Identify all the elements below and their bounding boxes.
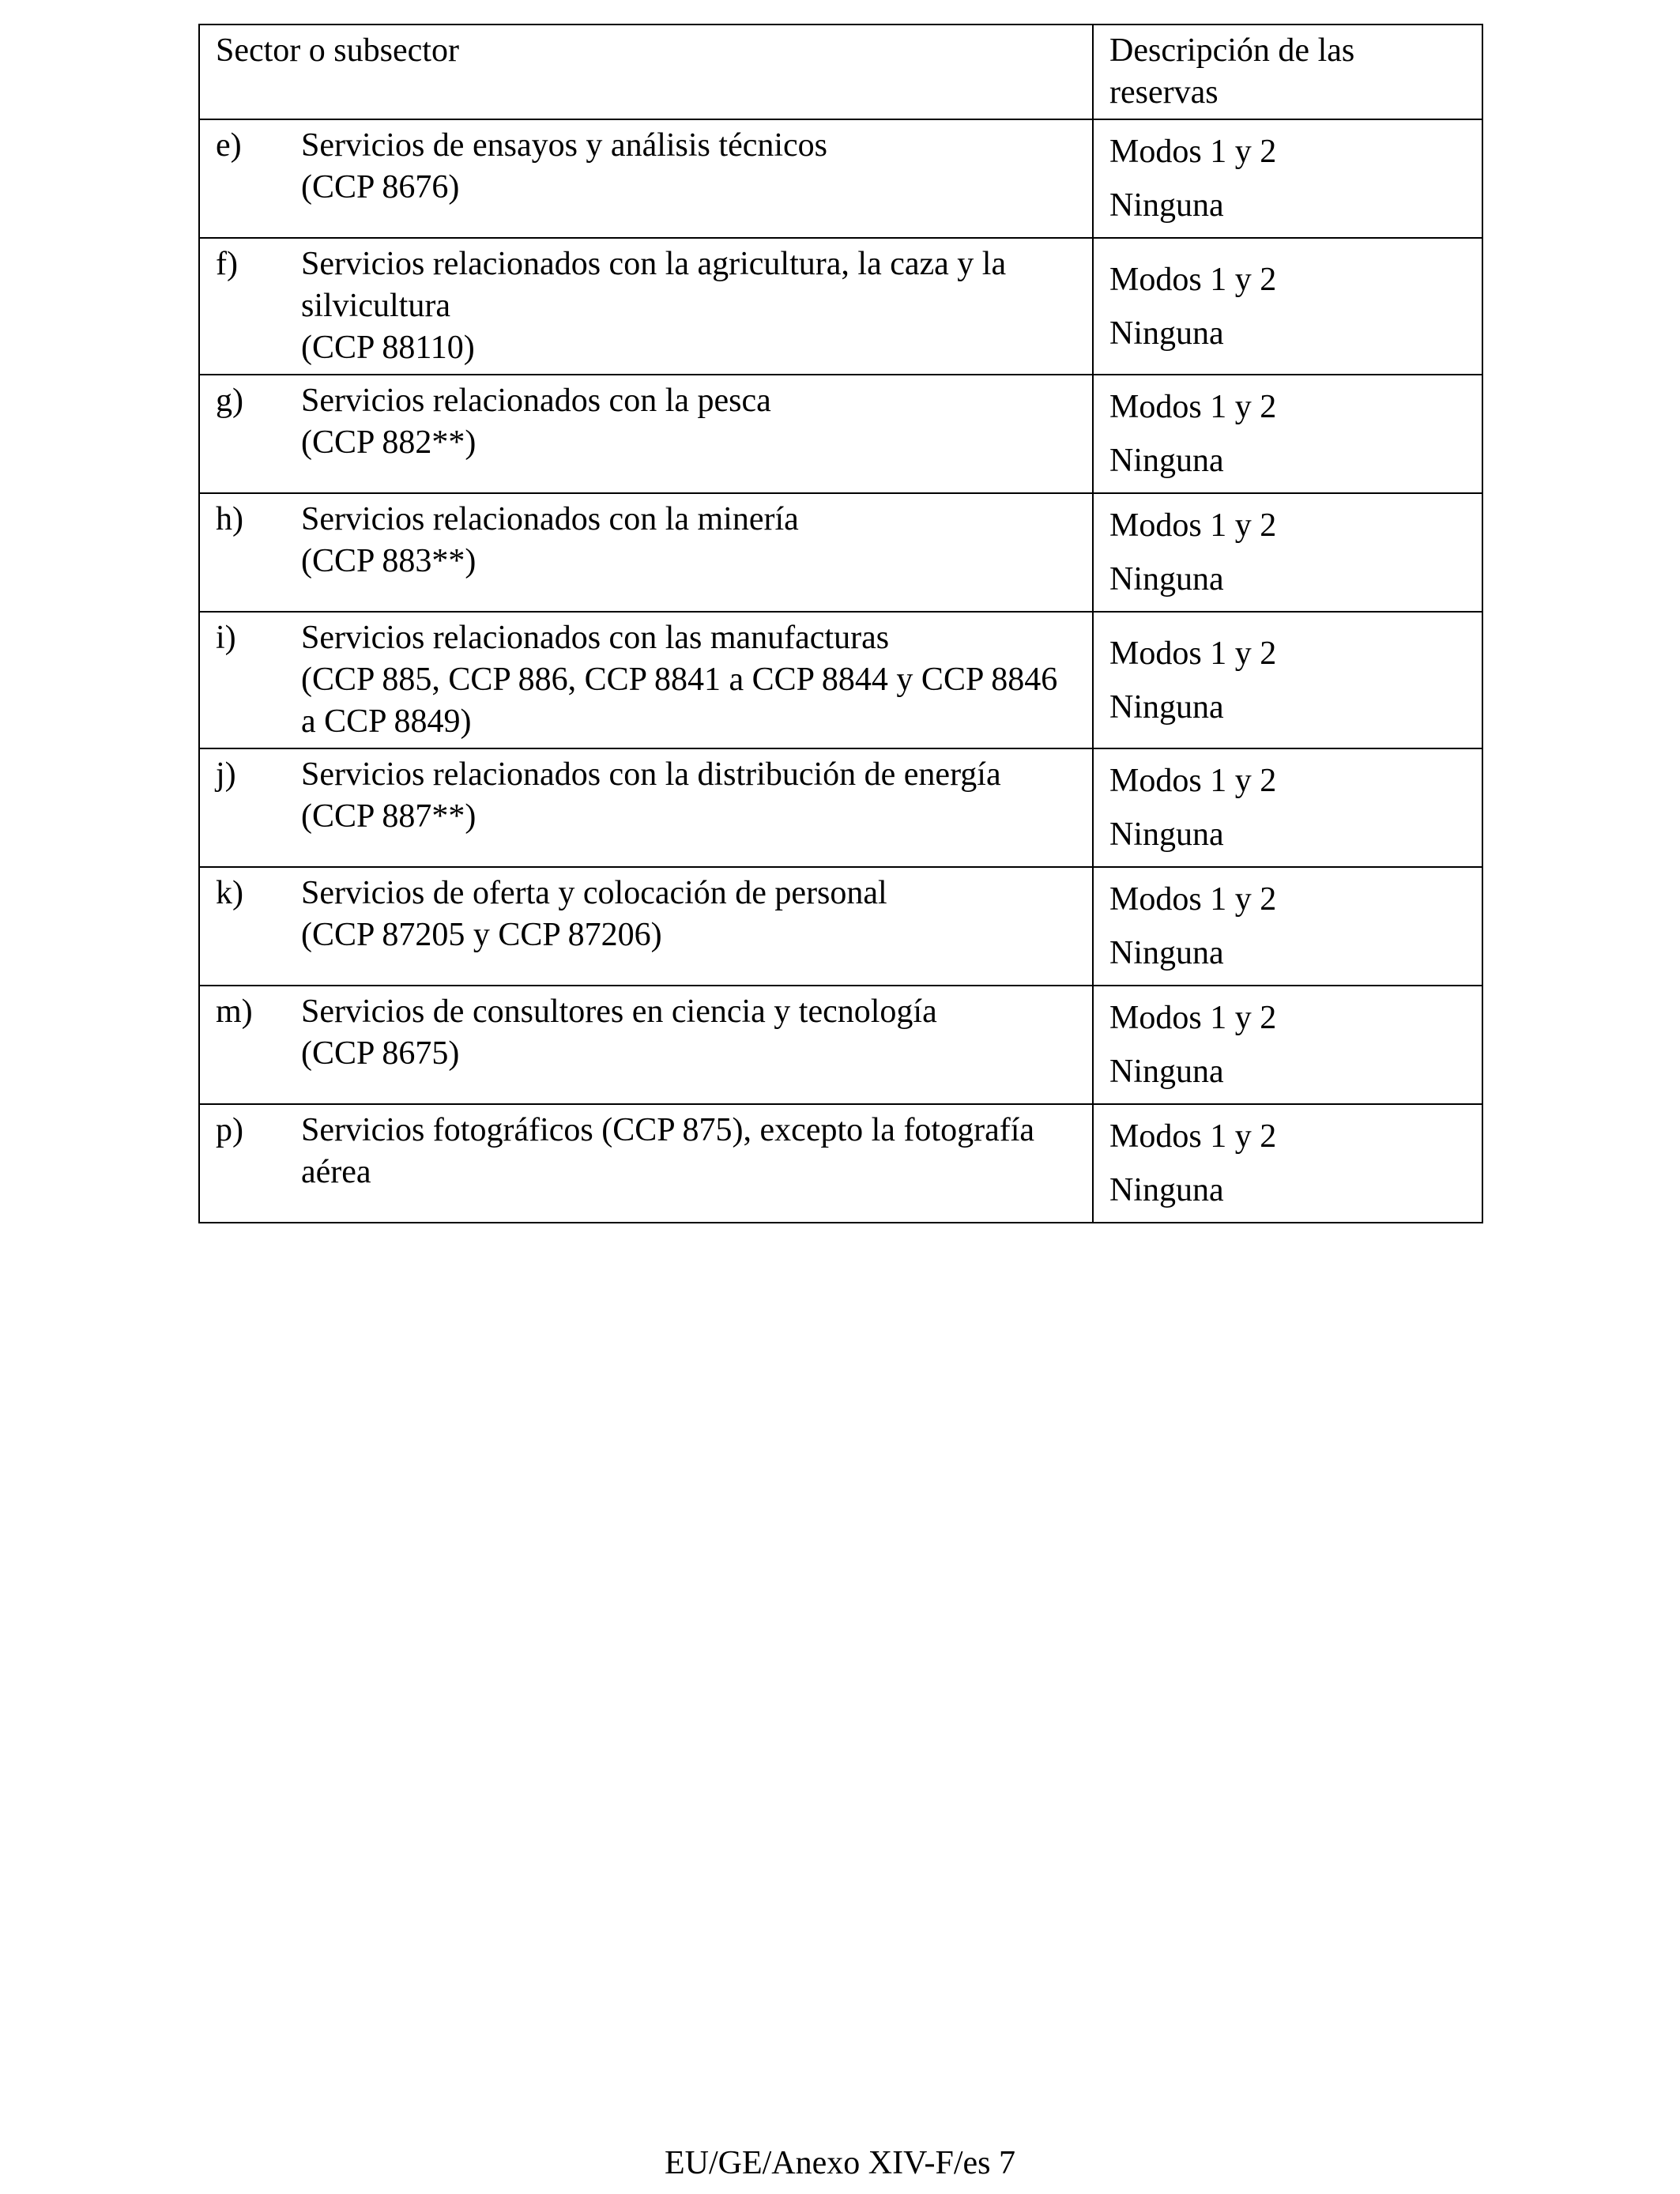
item-letter: h) xyxy=(216,501,243,537)
sector-cell xyxy=(199,493,1093,612)
description-cell xyxy=(1093,1104,1482,1223)
description-cell xyxy=(1093,612,1482,748)
item-code: (CCP 8676) xyxy=(301,169,460,205)
item-code: (CCP 885, CCP 886, CCP 8841 a CCP 8844 y CCP 8846 a CCP 8849) xyxy=(301,662,1058,740)
item-code: (CCP 8675) xyxy=(301,1035,460,1072)
mode-text: Modos 1 y 2 xyxy=(1109,389,1277,425)
description-cell xyxy=(1093,493,1482,612)
header-sector-cell xyxy=(199,25,1093,119)
item-text: Servicios relacionados con la agricultura, la caza y la silvicultura xyxy=(301,246,1007,324)
item-text: Servicios relacionados con la distribución de energía xyxy=(301,756,1001,793)
mode-text: Modos 1 y 2 xyxy=(1109,763,1277,799)
mode-text: Modos 1 y 2 xyxy=(1109,1118,1277,1155)
item-text: Servicios relacionados con la minería xyxy=(301,501,799,537)
mode-text: Modos 1 y 2 xyxy=(1109,261,1277,298)
table-row xyxy=(199,986,1482,1104)
description-cell xyxy=(1093,986,1482,1104)
description-cell xyxy=(1093,867,1482,986)
item-text: Servicios relacionados con las manufacturas xyxy=(301,620,890,656)
item-letter: i) xyxy=(216,620,236,656)
reservations-table xyxy=(198,24,1483,1223)
item-code: (CCP 87205 y CCP 87206) xyxy=(301,917,662,953)
description-cell xyxy=(1093,375,1482,493)
table-header-row xyxy=(199,25,1482,119)
reservation-text: Ninguna xyxy=(1109,688,1224,726)
description-cell xyxy=(1093,238,1482,375)
sector-cell xyxy=(199,1104,1093,1223)
item-text: Servicios de oferta y colocación de personal xyxy=(301,875,887,911)
header-description-cell xyxy=(1093,25,1482,119)
sector-cell xyxy=(199,375,1093,493)
sector-cell xyxy=(199,119,1093,238)
table-row xyxy=(199,375,1482,493)
item-text: Servicios de consultores en ciencia y tecnología xyxy=(301,993,937,1030)
reservation-text: Ninguna xyxy=(1109,561,1224,598)
table-row xyxy=(199,867,1482,986)
page-footer xyxy=(0,2143,1680,2183)
reservation-text: Ninguna xyxy=(1109,187,1224,224)
item-code: (CCP 882**) xyxy=(301,424,477,461)
table-row xyxy=(199,119,1482,238)
description-cell xyxy=(1093,119,1482,238)
sector-cell xyxy=(199,867,1093,986)
reservation-text: Ninguna xyxy=(1109,816,1224,853)
item-letter: j) xyxy=(216,756,236,793)
reservation-text: Ninguna xyxy=(1109,315,1224,352)
sector-cell xyxy=(199,612,1093,748)
item-letter: g) xyxy=(216,383,243,419)
item-letter: f) xyxy=(216,246,238,282)
item-text: Servicios relacionados con la pesca xyxy=(301,383,771,419)
reservation-text: Ninguna xyxy=(1109,935,1224,971)
item-code: (CCP 887**) xyxy=(301,798,477,835)
item-text: Servicios de ensayos y análisis técnicos xyxy=(301,127,828,164)
reservation-text: Ninguna xyxy=(1109,443,1224,479)
reservation-text: Ninguna xyxy=(1109,1172,1224,1208)
sector-cell xyxy=(199,986,1093,1104)
table-row xyxy=(199,493,1482,612)
table-row xyxy=(199,238,1482,375)
item-letter: k) xyxy=(216,875,243,911)
table-row xyxy=(199,612,1482,748)
item-text: Servicios fotográficos (CCP 875), excepto la fotografía aérea xyxy=(301,1112,1035,1190)
header-sector-label: Sector o subsector xyxy=(216,32,459,69)
item-letter: p) xyxy=(216,1112,243,1148)
mode-text: Modos 1 y 2 xyxy=(1109,635,1277,672)
header-description-label: Descripción de las reservas xyxy=(1109,32,1355,111)
table-row xyxy=(199,1104,1482,1223)
mode-text: Modos 1 y 2 xyxy=(1109,507,1277,544)
sector-cell xyxy=(199,748,1093,867)
mode-text: Modos 1 y 2 xyxy=(1109,1000,1277,1036)
mode-text: Modos 1 y 2 xyxy=(1109,881,1277,918)
item-code: (CCP 88110) xyxy=(301,330,475,366)
sector-cell xyxy=(199,238,1093,375)
page-label: EU/GE/Anexo XIV-F/es 7 xyxy=(664,2145,1016,2181)
item-code: (CCP 883**) xyxy=(301,543,477,579)
description-cell xyxy=(1093,748,1482,867)
table-row xyxy=(199,748,1482,867)
item-letter: e) xyxy=(216,127,242,164)
item-letter: m) xyxy=(216,993,253,1030)
reservation-text: Ninguna xyxy=(1109,1054,1224,1090)
mode-text: Modos 1 y 2 xyxy=(1109,134,1277,170)
